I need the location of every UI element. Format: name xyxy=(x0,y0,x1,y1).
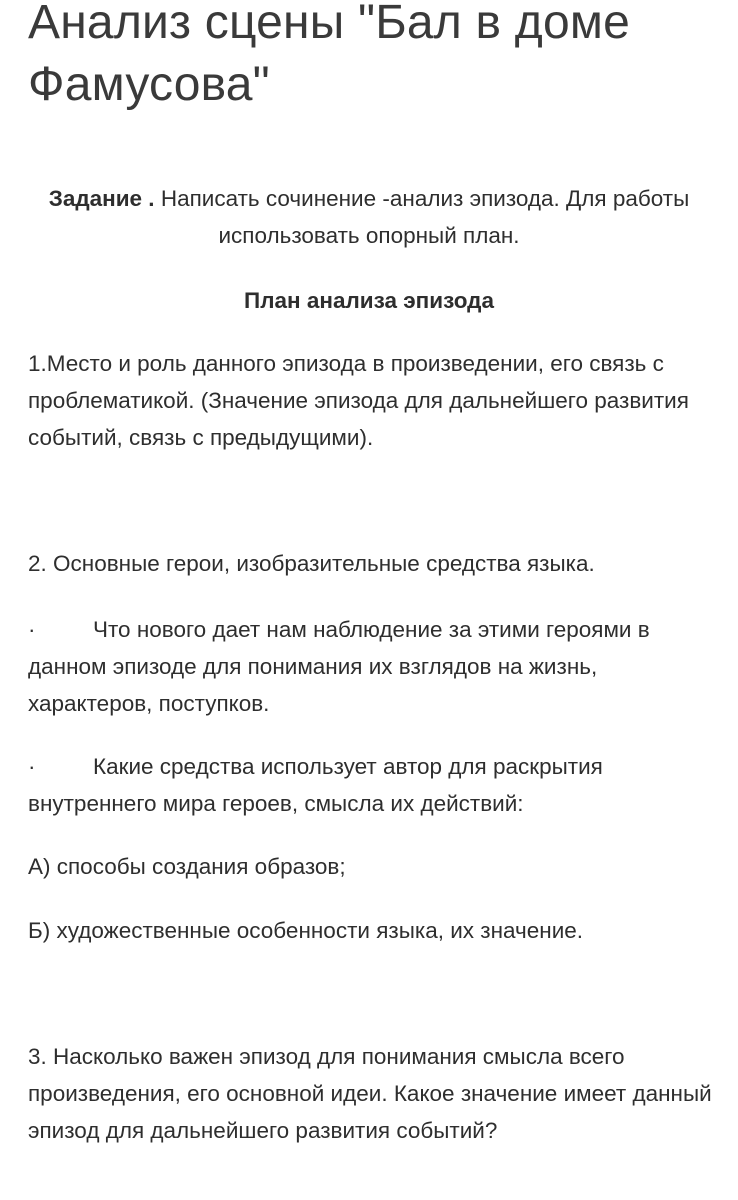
sub-item-b: Б) художественные особенности языка, их значение. xyxy=(28,918,584,943)
bullet-item xyxy=(28,748,718,822)
task-label: Задание . xyxy=(48,186,155,211)
plan-heading: План анализа эпизода xyxy=(244,288,494,313)
sub-item-a: А) способы создания образов; xyxy=(28,854,346,879)
point-2: 2. Основные герои, изобразительные средства языка. xyxy=(28,551,595,576)
task-text: Написать сочинение -анализ эпизода. Для работы использовать опорный план. xyxy=(154,186,690,248)
page-title: Анализ сцены "Бал в доме Фамусова" xyxy=(28,0,630,111)
bullet-text: Какие средства использует автор для раскрытия внутреннего мира героев, смысла их действий: xyxy=(28,754,603,816)
point-1: 1.Место и роль данного эпизода в произведении, его связь с проблематикой. (Значение эпизода для дальнейшего развития событий, связь с предыдущими). xyxy=(28,351,689,450)
bullet-marker: · xyxy=(28,754,36,779)
bullet-marker: · xyxy=(28,617,36,642)
point-3: 3. Насколько важен эпизод для понимания смысла всего произведения, его основной идеи. Какое значение имеет данный эпизод для дальнейшего развития событий? xyxy=(28,1044,712,1143)
bullet-item xyxy=(28,611,718,722)
bullet-text: Что нового дает нам наблюдение за этими героями в данном эпизоде для понимания их взглядов на жизнь, характеров, поступков. xyxy=(28,617,650,716)
task-paragraph xyxy=(28,180,710,254)
